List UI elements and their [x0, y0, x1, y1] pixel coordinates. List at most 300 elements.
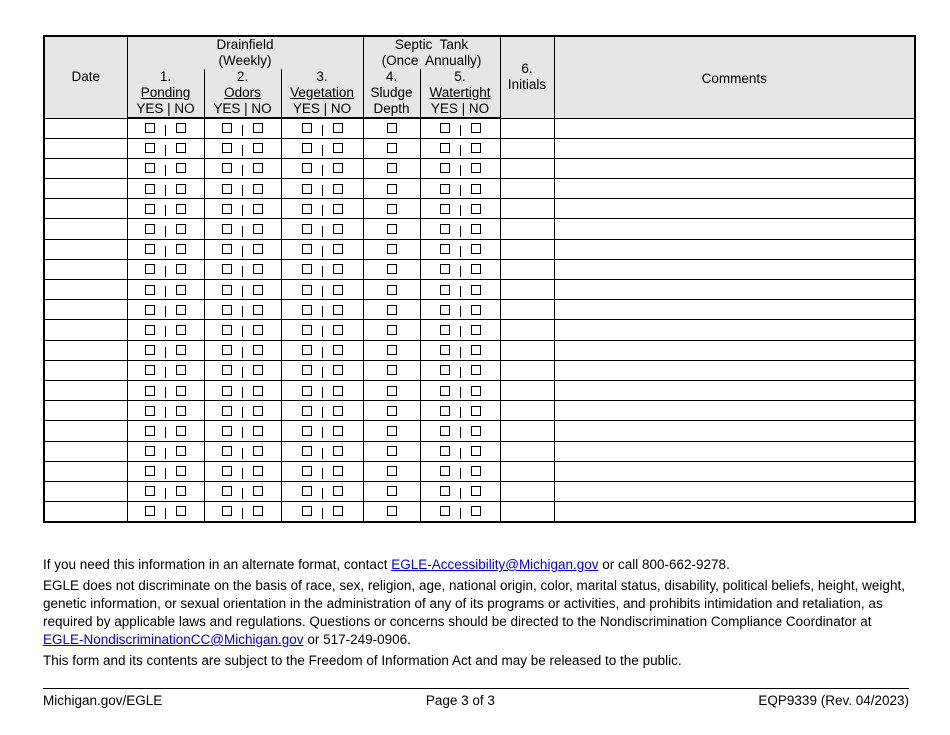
no-checkbox[interactable] [471, 325, 481, 335]
table-row [44, 138, 915, 158]
yes-checkbox[interactable] [222, 345, 232, 355]
sludge-depth-cell [363, 118, 420, 138]
vegetation-cell [281, 401, 363, 421]
no-checkbox[interactable] [333, 285, 343, 295]
yes-checkbox[interactable] [302, 345, 312, 355]
initials-cell[interactable] [500, 380, 554, 400]
yes-checkbox[interactable] [145, 204, 155, 214]
yes-checkbox[interactable] [145, 163, 155, 173]
yes-checkbox[interactable] [145, 143, 155, 153]
comments-cell[interactable] [554, 199, 915, 219]
yes-checkbox[interactable] [222, 365, 232, 375]
watertight-cell [420, 219, 500, 239]
no-checkbox[interactable] [471, 345, 481, 355]
yes-no-separator [460, 145, 461, 156]
yes-checkbox[interactable] [222, 506, 232, 516]
yes-checkbox[interactable] [302, 406, 312, 416]
no-checkbox[interactable] [176, 204, 186, 214]
no-checkbox[interactable] [471, 446, 481, 456]
sludge-checkbox[interactable] [387, 204, 397, 214]
initials-cell[interactable] [500, 179, 554, 199]
date-cell[interactable] [44, 380, 127, 400]
no-checkbox[interactable] [253, 345, 263, 355]
yes-checkbox[interactable] [145, 184, 155, 194]
yes-checkbox[interactable] [145, 386, 155, 396]
ponding-cell [127, 138, 204, 158]
yes-checkbox[interactable] [222, 143, 232, 153]
date-cell[interactable] [44, 118, 127, 138]
initials-cell[interactable] [500, 360, 554, 380]
yes-checkbox[interactable] [302, 386, 312, 396]
no-checkbox[interactable] [471, 163, 481, 173]
date-cell[interactable] [44, 360, 127, 380]
yes-checkbox[interactable] [302, 446, 312, 456]
yes-checkbox[interactable] [222, 204, 232, 214]
no-checkbox[interactable] [253, 244, 263, 254]
no-checkbox[interactable] [253, 365, 263, 375]
no-checkbox[interactable] [333, 184, 343, 194]
no-checkbox[interactable] [471, 486, 481, 496]
date-cell[interactable] [44, 259, 127, 279]
yes-checkbox[interactable] [440, 325, 450, 335]
yes-checkbox[interactable] [302, 224, 312, 234]
yes-checkbox[interactable] [145, 466, 155, 476]
sludge-checkbox[interactable] [387, 466, 397, 476]
sludge-checkbox[interactable] [387, 123, 397, 133]
log-rows [44, 118, 915, 522]
date-cell[interactable] [44, 502, 127, 522]
yes-checkbox[interactable] [440, 345, 450, 355]
no-checkbox[interactable] [253, 163, 263, 173]
sludge-checkbox[interactable] [387, 345, 397, 355]
no-checkbox[interactable] [333, 204, 343, 214]
comments-cell[interactable] [554, 239, 915, 259]
comments-cell[interactable] [554, 158, 915, 178]
no-checkbox[interactable] [253, 446, 263, 456]
date-cell[interactable] [44, 158, 127, 178]
yes-checkbox[interactable] [440, 446, 450, 456]
yes-checkbox[interactable] [302, 365, 312, 375]
sludge-checkbox[interactable] [387, 244, 397, 254]
date-cell[interactable] [44, 401, 127, 421]
initials-cell[interactable] [500, 118, 554, 138]
date-cell[interactable] [44, 320, 127, 340]
no-checkbox[interactable] [253, 285, 263, 295]
comments-cell[interactable] [554, 280, 915, 300]
yes-checkbox[interactable] [302, 204, 312, 214]
no-checkbox[interactable] [471, 264, 481, 274]
alt-format-notice [43, 556, 913, 574]
no-checkbox[interactable] [333, 406, 343, 416]
no-checkbox[interactable] [333, 123, 343, 133]
odors-cell [204, 259, 281, 279]
no-checkbox[interactable] [253, 204, 263, 214]
yes-checkbox[interactable] [145, 123, 155, 133]
yes-no-separator [165, 125, 166, 136]
no-checkbox[interactable] [333, 305, 343, 315]
yes-checkbox[interactable] [145, 406, 155, 416]
sludge-checkbox[interactable] [387, 325, 397, 335]
comments-cell[interactable] [554, 300, 915, 320]
alt-format-prefix: If you need this information in an alternate format, contact [43, 557, 392, 572]
initials-cell[interactable] [500, 138, 554, 158]
yes-checkbox[interactable] [440, 506, 450, 516]
yes-checkbox[interactable] [302, 285, 312, 295]
comments-cell[interactable] [554, 179, 915, 199]
no-checkbox[interactable] [253, 426, 263, 436]
no-checkbox[interactable] [253, 466, 263, 476]
sludge-checkbox[interactable] [387, 406, 397, 416]
nondiscrimination-email-link[interactable]: EGLE-NondiscriminationCC@Michigan.gov [43, 632, 304, 647]
yes-checkbox[interactable] [145, 446, 155, 456]
initials-cell[interactable] [500, 300, 554, 320]
sludge-depth-cell [363, 320, 420, 340]
ponding-cell [127, 401, 204, 421]
no-checkbox[interactable] [176, 305, 186, 315]
comments-cell[interactable] [554, 380, 915, 400]
yes-checkbox[interactable] [440, 184, 450, 194]
sludge-checkbox[interactable] [387, 486, 397, 496]
yes-checkbox[interactable] [222, 406, 232, 416]
yes-no-separator [322, 246, 323, 257]
yes-no-separator [242, 347, 243, 358]
yes-checkbox[interactable] [222, 224, 232, 234]
no-checkbox[interactable] [176, 325, 186, 335]
no-checkbox[interactable] [176, 143, 186, 153]
no-checkbox[interactable] [333, 325, 343, 335]
sludge-checkbox[interactable] [387, 426, 397, 436]
yes-no-separator [460, 266, 461, 277]
no-checkbox[interactable] [471, 285, 481, 295]
yes-checkbox[interactable] [222, 446, 232, 456]
yes-checkbox[interactable] [222, 325, 232, 335]
yes-no-separator [165, 185, 166, 196]
drainfield-title: Drainfield [216, 37, 274, 52]
yes-checkbox[interactable] [222, 264, 232, 274]
yes-checkbox[interactable] [302, 123, 312, 133]
comments-cell[interactable] [554, 259, 915, 279]
yes-no-separator [165, 246, 166, 257]
yes-no-separator [165, 468, 166, 479]
yes-no-separator [322, 347, 323, 358]
watertight-cell [420, 138, 500, 158]
initials-cell[interactable] [500, 158, 554, 178]
yes-checkbox[interactable] [302, 163, 312, 173]
no-checkbox[interactable] [253, 123, 263, 133]
no-checkbox[interactable] [333, 386, 343, 396]
sludge-checkbox[interactable] [387, 143, 397, 153]
yes-no-separator [460, 488, 461, 499]
table-row [44, 340, 915, 360]
vegetation-cell [281, 179, 363, 199]
sludge-checkbox[interactable] [387, 163, 397, 173]
yes-checkbox[interactable] [145, 486, 155, 496]
comments-cell[interactable] [554, 421, 915, 441]
no-checkbox[interactable] [333, 244, 343, 254]
date-cell[interactable] [44, 300, 127, 320]
no-checkbox[interactable] [333, 426, 343, 436]
date-cell[interactable] [44, 340, 127, 360]
yes-checkbox[interactable] [440, 123, 450, 133]
date-cell[interactable] [44, 421, 127, 441]
no-checkbox[interactable] [176, 345, 186, 355]
initials-cell[interactable] [500, 421, 554, 441]
sludge-checkbox[interactable] [387, 386, 397, 396]
table-row [44, 481, 915, 501]
no-checkbox[interactable] [471, 365, 481, 375]
yes-checkbox[interactable] [440, 143, 450, 153]
no-checkbox[interactable] [471, 143, 481, 153]
yes-checkbox[interactable] [222, 285, 232, 295]
no-checkbox[interactable] [253, 506, 263, 516]
yes-checkbox[interactable] [440, 386, 450, 396]
yes-checkbox[interactable] [440, 285, 450, 295]
no-checkbox[interactable] [253, 386, 263, 396]
initials-cell[interactable] [500, 441, 554, 461]
watertight-cell [420, 380, 500, 400]
no-checkbox[interactable] [176, 264, 186, 274]
initials-cell[interactable] [500, 280, 554, 300]
date-cell[interactable] [44, 441, 127, 461]
septic-frequency: (Once Annually) [381, 53, 482, 68]
yes-checkbox[interactable] [222, 163, 232, 173]
yes-checkbox[interactable] [145, 285, 155, 295]
no-checkbox[interactable] [176, 426, 186, 436]
yes-checkbox[interactable] [145, 506, 155, 516]
yes-checkbox[interactable] [302, 244, 312, 254]
sludge-checkbox[interactable] [387, 365, 397, 375]
comments-cell[interactable] [554, 118, 915, 138]
date-cell[interactable] [44, 199, 127, 219]
yes-checkbox[interactable] [222, 305, 232, 315]
no-checkbox[interactable] [253, 184, 263, 194]
no-checkbox[interactable] [333, 365, 343, 375]
sludge-depth-cell [363, 219, 420, 239]
vegetation-cell [281, 481, 363, 501]
sludge-checkbox[interactable] [387, 285, 397, 295]
no-checkbox[interactable] [333, 224, 343, 234]
yes-checkbox[interactable] [222, 426, 232, 436]
yes-checkbox[interactable] [222, 466, 232, 476]
comments-cell[interactable] [554, 401, 915, 421]
watertight-cell [420, 441, 500, 461]
yes-checkbox[interactable] [440, 305, 450, 315]
yes-checkbox[interactable] [440, 204, 450, 214]
yes-no-separator [165, 488, 166, 499]
comments-cell[interactable] [554, 138, 915, 158]
sludge-checkbox[interactable] [387, 184, 397, 194]
no-checkbox[interactable] [253, 305, 263, 315]
no-checkbox[interactable] [471, 123, 481, 133]
no-checkbox[interactable] [176, 466, 186, 476]
odors-header [204, 69, 281, 118]
comments-cell[interactable] [554, 461, 915, 481]
yes-checkbox[interactable] [145, 244, 155, 254]
yes-checkbox[interactable] [302, 305, 312, 315]
comments-cell[interactable] [554, 219, 915, 239]
initials-cell[interactable] [500, 239, 554, 259]
vegetation-cell [281, 340, 363, 360]
no-checkbox[interactable] [253, 406, 263, 416]
sludge-checkbox[interactable] [387, 506, 397, 516]
no-checkbox[interactable] [253, 325, 263, 335]
yes-checkbox[interactable] [222, 244, 232, 254]
no-checkbox[interactable] [176, 163, 186, 173]
yes-checkbox[interactable] [440, 244, 450, 254]
date-cell[interactable] [44, 280, 127, 300]
yes-checkbox[interactable] [145, 224, 155, 234]
yes-checkbox[interactable] [145, 305, 155, 315]
comments-header: Comments [554, 36, 915, 118]
no-checkbox[interactable] [176, 365, 186, 375]
initials-cell[interactable] [500, 461, 554, 481]
yes-no-separator [165, 427, 166, 438]
no-checkbox[interactable] [253, 143, 263, 153]
no-checkbox[interactable] [471, 244, 481, 254]
drainfield-frequency: (Weekly) [218, 53, 272, 68]
comments-cell[interactable] [554, 502, 915, 522]
yes-checkbox[interactable] [440, 264, 450, 274]
sludge-depth-cell [363, 421, 420, 441]
no-checkbox[interactable] [176, 244, 186, 254]
sludge-checkbox[interactable] [387, 224, 397, 234]
yes-checkbox[interactable] [302, 426, 312, 436]
no-checkbox[interactable] [176, 446, 186, 456]
yes-checkbox[interactable] [440, 163, 450, 173]
yes-checkbox[interactable] [302, 264, 312, 274]
yes-checkbox[interactable] [222, 184, 232, 194]
yes-checkbox[interactable] [302, 325, 312, 335]
no-checkbox[interactable] [253, 486, 263, 496]
no-checkbox[interactable] [333, 264, 343, 274]
yes-no-separator [460, 427, 461, 438]
yes-no-separator [165, 347, 166, 358]
odors-number: 2. [236, 69, 249, 84]
yes-checkbox[interactable] [302, 143, 312, 153]
no-checkbox[interactable] [176, 506, 186, 516]
no-checkbox[interactable] [333, 446, 343, 456]
date-cell[interactable] [44, 239, 127, 259]
watertight-label: Watertight [429, 85, 491, 100]
watertight-header [420, 69, 500, 118]
yes-checkbox[interactable] [222, 386, 232, 396]
sludge-checkbox[interactable] [387, 446, 397, 456]
no-checkbox[interactable] [471, 184, 481, 194]
date-cell[interactable] [44, 481, 127, 501]
yes-checkbox[interactable] [222, 123, 232, 133]
no-checkbox[interactable] [471, 386, 481, 396]
date-cell[interactable] [44, 179, 127, 199]
vegetation-cell [281, 300, 363, 320]
initials-cell[interactable] [500, 502, 554, 522]
yes-checkbox[interactable] [302, 486, 312, 496]
table-row [44, 118, 915, 138]
no-checkbox[interactable] [176, 123, 186, 133]
drainfield-group-header [127, 36, 363, 69]
no-checkbox[interactable] [176, 486, 186, 496]
sludge-depth-cell [363, 239, 420, 259]
no-checkbox[interactable] [176, 224, 186, 234]
no-checkbox[interactable] [471, 426, 481, 436]
yes-no-separator [242, 205, 243, 216]
comments-cell[interactable] [554, 340, 915, 360]
yes-checkbox[interactable] [440, 486, 450, 496]
yes-checkbox[interactable] [145, 426, 155, 436]
yes-no-separator [322, 448, 323, 459]
yes-checkbox[interactable] [145, 325, 155, 335]
yes-checkbox[interactable] [145, 345, 155, 355]
no-checkbox[interactable] [333, 143, 343, 153]
odors-cell [204, 461, 281, 481]
no-checkbox[interactable] [333, 486, 343, 496]
table-row [44, 502, 915, 522]
no-checkbox[interactable] [471, 406, 481, 416]
no-checkbox[interactable] [333, 466, 343, 476]
initials-cell[interactable] [500, 401, 554, 421]
initials-cell[interactable] [500, 259, 554, 279]
no-checkbox[interactable] [333, 506, 343, 516]
no-checkbox[interactable] [176, 184, 186, 194]
comments-cell[interactable] [554, 360, 915, 380]
date-cell[interactable] [44, 219, 127, 239]
yes-checkbox[interactable] [440, 406, 450, 416]
no-checkbox[interactable] [176, 285, 186, 295]
yes-checkbox[interactable] [440, 365, 450, 375]
no-checkbox[interactable] [333, 345, 343, 355]
watertight-cell [420, 340, 500, 360]
yes-no-separator [322, 326, 323, 337]
yes-checkbox[interactable] [302, 506, 312, 516]
initials-cell[interactable] [500, 481, 554, 501]
date-cell[interactable] [44, 138, 127, 158]
yes-checkbox[interactable] [302, 466, 312, 476]
no-checkbox[interactable] [176, 406, 186, 416]
yes-checkbox[interactable] [145, 264, 155, 274]
yes-checkbox[interactable] [302, 184, 312, 194]
initials-cell[interactable] [500, 340, 554, 360]
no-checkbox[interactable] [471, 224, 481, 234]
yes-no-separator [165, 448, 166, 459]
no-checkbox[interactable] [176, 386, 186, 396]
yes-checkbox[interactable] [145, 365, 155, 375]
yes-checkbox[interactable] [222, 486, 232, 496]
initials-cell[interactable] [500, 199, 554, 219]
initials-cell[interactable] [500, 219, 554, 239]
no-checkbox[interactable] [471, 204, 481, 214]
sludge-checkbox[interactable] [387, 305, 397, 315]
sludge-depth-header [363, 69, 420, 118]
initials-cell[interactable] [500, 320, 554, 340]
comments-cell[interactable] [554, 320, 915, 340]
yes-checkbox[interactable] [440, 426, 450, 436]
no-checkbox[interactable] [333, 163, 343, 173]
yes-checkbox[interactable] [440, 466, 450, 476]
sludge-number: 4. [385, 69, 398, 84]
comments-cell[interactable] [554, 441, 915, 461]
no-checkbox[interactable] [253, 264, 263, 274]
accessibility-email-link[interactable]: EGLE-Accessibility@Michigan.gov [391, 557, 599, 572]
vegetation-cell [281, 421, 363, 441]
no-checkbox[interactable] [471, 305, 481, 315]
sludge-checkbox[interactable] [387, 264, 397, 274]
no-checkbox[interactable] [471, 506, 481, 516]
no-checkbox[interactable] [471, 466, 481, 476]
comments-cell[interactable] [554, 481, 915, 501]
yes-no-separator [322, 407, 323, 418]
date-cell[interactable] [44, 461, 127, 481]
no-checkbox[interactable] [253, 224, 263, 234]
yes-checkbox[interactable] [440, 224, 450, 234]
